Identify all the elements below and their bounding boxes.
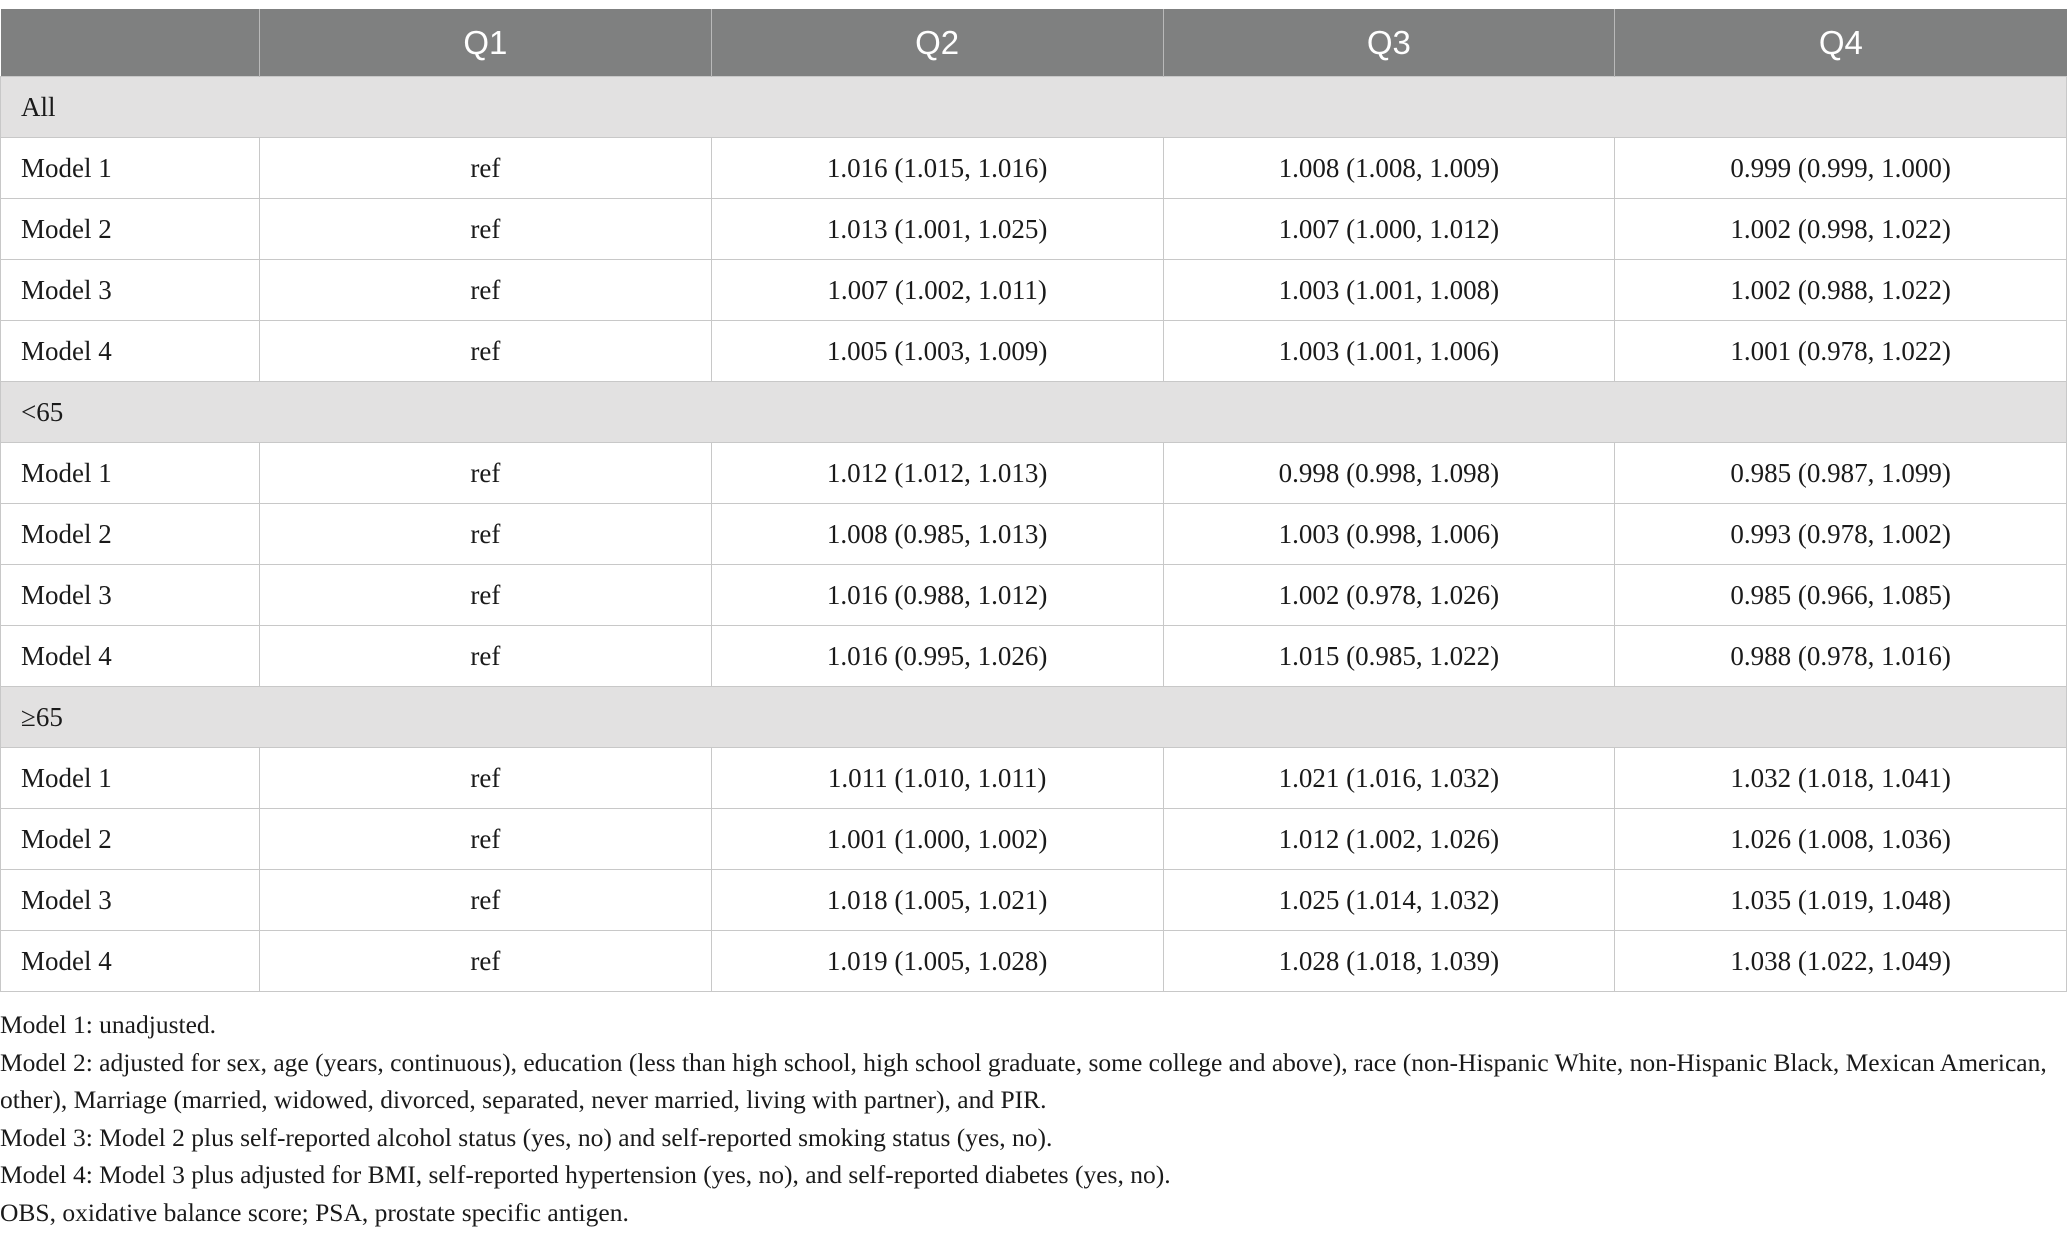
q4-cell: 0.999 (0.999, 1.000) — [1615, 138, 2067, 199]
q1-cell: ref — [260, 138, 712, 199]
footnote-model-4: Model 4: Model 3 plus adjusted for BMI, self-reported hypertension (yes, no), and self-reported diabetes (yes, no). — [0, 1160, 1171, 1189]
footnote-model-2: Model 2: adjusted for sex, age (years, continuous), education (less than high school, high school graduate, some college and above), race (non-Hispanic White, non-Hispanic Black, Mexican American, other), Marriage (married, widowed, divorced, separated, never married, living with partner), and PIR. — [0, 1047, 2047, 1114]
results-table-container — [0, 9, 2066, 992]
q3-cell: 1.021 (1.016, 1.032) — [1163, 748, 1615, 809]
table-row — [1, 321, 2067, 382]
footnote-model-1: Model 1: unadjusted. — [0, 1010, 217, 1039]
q3-cell: 1.015 (0.985, 1.022) — [1163, 626, 1615, 687]
q1-cell: ref — [260, 748, 712, 809]
table-row — [1, 199, 2067, 260]
q3-cell: 1.003 (1.001, 1.008) — [1163, 260, 1615, 321]
q1-cell: ref — [260, 199, 712, 260]
header-cell-q4: Q4 — [1615, 9, 2067, 77]
q2-cell: 1.016 (1.015, 1.016) — [711, 138, 1163, 199]
q2-cell: 1.001 (1.000, 1.002) — [711, 809, 1163, 870]
group-row-all — [1, 77, 2067, 138]
q4-cell: 1.038 (1.022, 1.049) — [1615, 931, 2067, 992]
q4-cell: 0.988 (0.978, 1.016) — [1615, 626, 2067, 687]
q3-cell: 1.025 (1.014, 1.032) — [1163, 870, 1615, 931]
model-label: Model 4 — [1, 321, 260, 382]
footnote-model-3: Model 3: Model 2 plus self-reported alcohol status (yes, no) and self-reported smoking status (yes, no). — [0, 1122, 1053, 1152]
header-cell-q3: Q3 — [1163, 9, 1615, 77]
model-label: Model 1 — [1, 443, 260, 504]
q3-cell: 1.002 (0.978, 1.026) — [1163, 565, 1615, 626]
q2-cell: 1.007 (1.002, 1.011) — [711, 260, 1163, 321]
q4-cell: 1.032 (1.018, 1.041) — [1615, 748, 2067, 809]
group-label: ≥65 — [1, 687, 2067, 748]
table-row — [1, 748, 2067, 809]
q2-cell: 1.005 (1.003, 1.009) — [711, 321, 1163, 382]
model-label: Model 2 — [1, 809, 260, 870]
q3-cell: 1.012 (1.002, 1.026) — [1163, 809, 1615, 870]
q4-cell: 0.993 (0.978, 1.002) — [1615, 504, 2067, 565]
q2-cell: 1.016 (0.995, 1.026) — [711, 626, 1163, 687]
q4-cell: 1.002 (0.998, 1.022) — [1615, 199, 2067, 260]
table-row — [1, 565, 2067, 626]
q4-cell: 1.002 (0.988, 1.022) — [1615, 260, 2067, 321]
q1-cell: ref — [260, 260, 712, 321]
q2-cell: 1.008 (0.985, 1.013) — [711, 504, 1163, 565]
model-label: Model 1 — [1, 138, 260, 199]
q3-cell: 1.028 (1.018, 1.039) — [1163, 931, 1615, 992]
model-label: Model 2 — [1, 504, 260, 565]
q2-cell: 1.013 (1.001, 1.025) — [711, 199, 1163, 260]
q4-cell: 0.985 (0.966, 1.085) — [1615, 565, 2067, 626]
q3-cell: 1.003 (1.001, 1.006) — [1163, 321, 1615, 382]
q1-cell: ref — [260, 626, 712, 687]
model-label: Model 4 — [1, 931, 260, 992]
group-row-under-65 — [1, 382, 2067, 443]
footnote-abbreviations: OBS, oxidative balance score; PSA, prostate specific antigen. — [0, 1197, 629, 1227]
table-row — [1, 443, 2067, 504]
q1-cell: ref — [260, 565, 712, 626]
q2-cell: 1.011 (1.010, 1.011) — [711, 748, 1163, 809]
q3-cell: 0.998 (0.998, 1.098) — [1163, 443, 1615, 504]
q3-cell: 1.003 (0.998, 1.006) — [1163, 504, 1615, 565]
table-header-row — [1, 9, 2067, 77]
header-cell-q1: Q1 — [260, 9, 712, 77]
table-row — [1, 260, 2067, 321]
results-table — [0, 9, 2067, 992]
table-footnotes — [0, 1006, 2060, 1231]
q1-cell: ref — [260, 809, 712, 870]
table-row — [1, 870, 2067, 931]
table-row — [1, 504, 2067, 565]
q2-cell: 1.012 (1.012, 1.013) — [711, 443, 1163, 504]
group-row-65-and-over — [1, 687, 2067, 748]
table-row — [1, 809, 2067, 870]
q1-cell: ref — [260, 443, 712, 504]
group-label: All — [1, 77, 2067, 138]
q1-cell: ref — [260, 931, 712, 992]
model-label: Model 3 — [1, 870, 260, 931]
q4-cell: 0.985 (0.987, 1.099) — [1615, 443, 2067, 504]
q2-cell: 1.019 (1.005, 1.028) — [711, 931, 1163, 992]
q3-cell: 1.007 (1.000, 1.012) — [1163, 199, 1615, 260]
model-label: Model 1 — [1, 748, 260, 809]
table-row — [1, 931, 2067, 992]
table-row — [1, 626, 2067, 687]
model-label: Model 3 — [1, 565, 260, 626]
q1-cell: ref — [260, 504, 712, 565]
q1-cell: ref — [260, 870, 712, 931]
q4-cell: 1.026 (1.008, 1.036) — [1615, 809, 2067, 870]
q4-cell: 1.001 (0.978, 1.022) — [1615, 321, 2067, 382]
q4-cell: 1.035 (1.019, 1.048) — [1615, 870, 2067, 931]
group-label: <65 — [1, 382, 2067, 443]
header-cell-q2: Q2 — [711, 9, 1163, 77]
table-row — [1, 138, 2067, 199]
q2-cell: 1.018 (1.005, 1.021) — [711, 870, 1163, 931]
q2-cell: 1.016 (0.988, 1.012) — [711, 565, 1163, 626]
model-label: Model 4 — [1, 626, 260, 687]
q1-cell: ref — [260, 321, 712, 382]
header-cell-blank — [1, 9, 260, 77]
model-label: Model 3 — [1, 260, 260, 321]
model-label: Model 2 — [1, 199, 260, 260]
q3-cell: 1.008 (1.008, 1.009) — [1163, 138, 1615, 199]
